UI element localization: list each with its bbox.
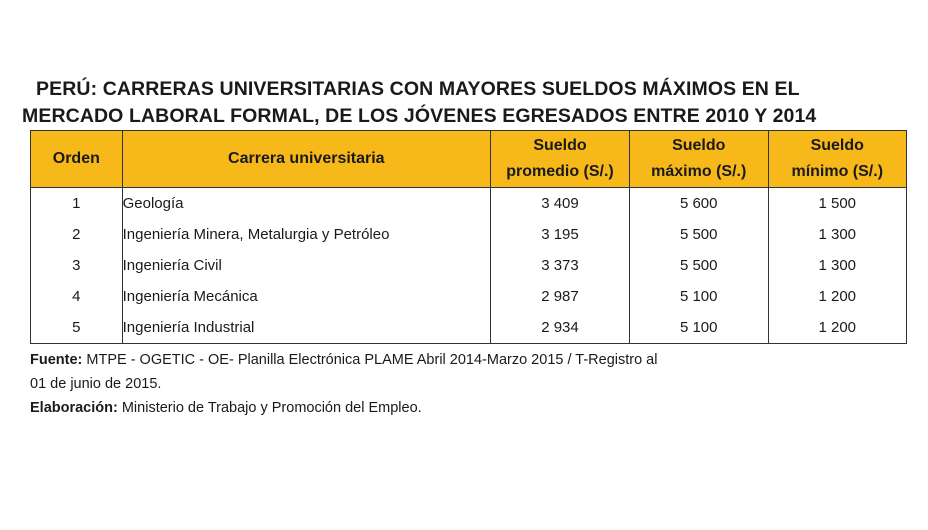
cell-max-salary: 5 100 — [629, 281, 768, 312]
table-row — [31, 281, 907, 312]
cell-career: Geología — [122, 188, 490, 220]
source-note-continued: 01 de junio de 2015. — [30, 376, 162, 392]
table-row — [31, 250, 907, 281]
header-min-salary — [768, 131, 906, 188]
header-avg-line-1: Sueldo — [533, 137, 587, 154]
header-order — [31, 131, 123, 188]
cell-avg-salary: 2 934 — [491, 312, 630, 344]
table-row — [31, 312, 907, 344]
footnotes — [30, 348, 910, 420]
cell-max-salary: 5 500 — [629, 219, 768, 250]
header-min-line-1: Sueldo — [810, 137, 864, 154]
source-text-1: MTPE - OGETIC - OE- Planilla Electrónica PLAME Abril 2014-Marzo 2015 / T-Registro al — [82, 352, 658, 368]
table-row — [31, 219, 907, 250]
cell-max-salary: 5 600 — [629, 188, 768, 220]
cell-min-salary: 1 500 — [768, 188, 906, 220]
cell-avg-salary: 3 195 — [491, 219, 630, 250]
prepared-by-note — [30, 396, 910, 420]
header-career-label: Carrera universitaria — [228, 150, 385, 167]
cell-career: Ingeniería Minera, Metalurgia y Petróleo — [122, 219, 490, 250]
cell-avg-salary: 2 987 — [491, 281, 630, 312]
source-note — [30, 348, 910, 372]
cell-order: 3 — [31, 250, 123, 281]
cell-max-salary: 5 100 — [629, 312, 768, 344]
cell-order: 1 — [31, 188, 123, 220]
prepared-label: Elaboración: — [30, 400, 118, 416]
header-row — [31, 131, 907, 188]
cell-min-salary: 1 200 — [768, 312, 906, 344]
header-avg-line-2: promedio (S/.) — [506, 163, 614, 180]
header-order-label: Orden — [52, 150, 100, 167]
header-max-line-2: máximo (S/.) — [651, 163, 747, 180]
source-label: Fuente: — [30, 352, 83, 368]
cell-avg-salary: 3 409 — [491, 188, 630, 220]
header-career — [122, 131, 490, 188]
cell-min-salary: 1 300 — [768, 250, 906, 281]
header-min-line-2: mínimo (S/.) — [791, 163, 884, 180]
header-avg-salary — [491, 131, 630, 188]
cell-min-salary: 1 300 — [768, 219, 906, 250]
cell-order: 5 — [31, 312, 123, 344]
title-line-2: MERCADO LABORAL FORMAL, DE LOS JÓVENES EGRESADOS ENTRE 2010 Y 2014 — [22, 105, 817, 127]
cell-career: Ingeniería Mecánica — [122, 281, 490, 312]
cell-career: Ingeniería Civil — [122, 250, 490, 281]
table-title — [22, 76, 902, 130]
cell-order: 2 — [31, 219, 123, 250]
cell-max-salary: 5 500 — [629, 250, 768, 281]
header-max-salary — [629, 131, 768, 188]
cell-career: Ingeniería Industrial — [122, 312, 490, 344]
table-row — [31, 188, 907, 220]
salary-table — [30, 130, 907, 344]
prepared-text: Ministerio de Trabajo y Promoción del Empleo. — [117, 400, 422, 416]
cell-avg-salary: 3 373 — [491, 250, 630, 281]
title-line-1: PERÚ: CARRERAS UNIVERSITARIAS CON MAYORES SUELDOS MÁXIMOS EN EL — [36, 78, 800, 100]
cell-order: 4 — [31, 281, 123, 312]
header-max-line-1: Sueldo — [672, 137, 726, 154]
cell-min-salary: 1 200 — [768, 281, 906, 312]
